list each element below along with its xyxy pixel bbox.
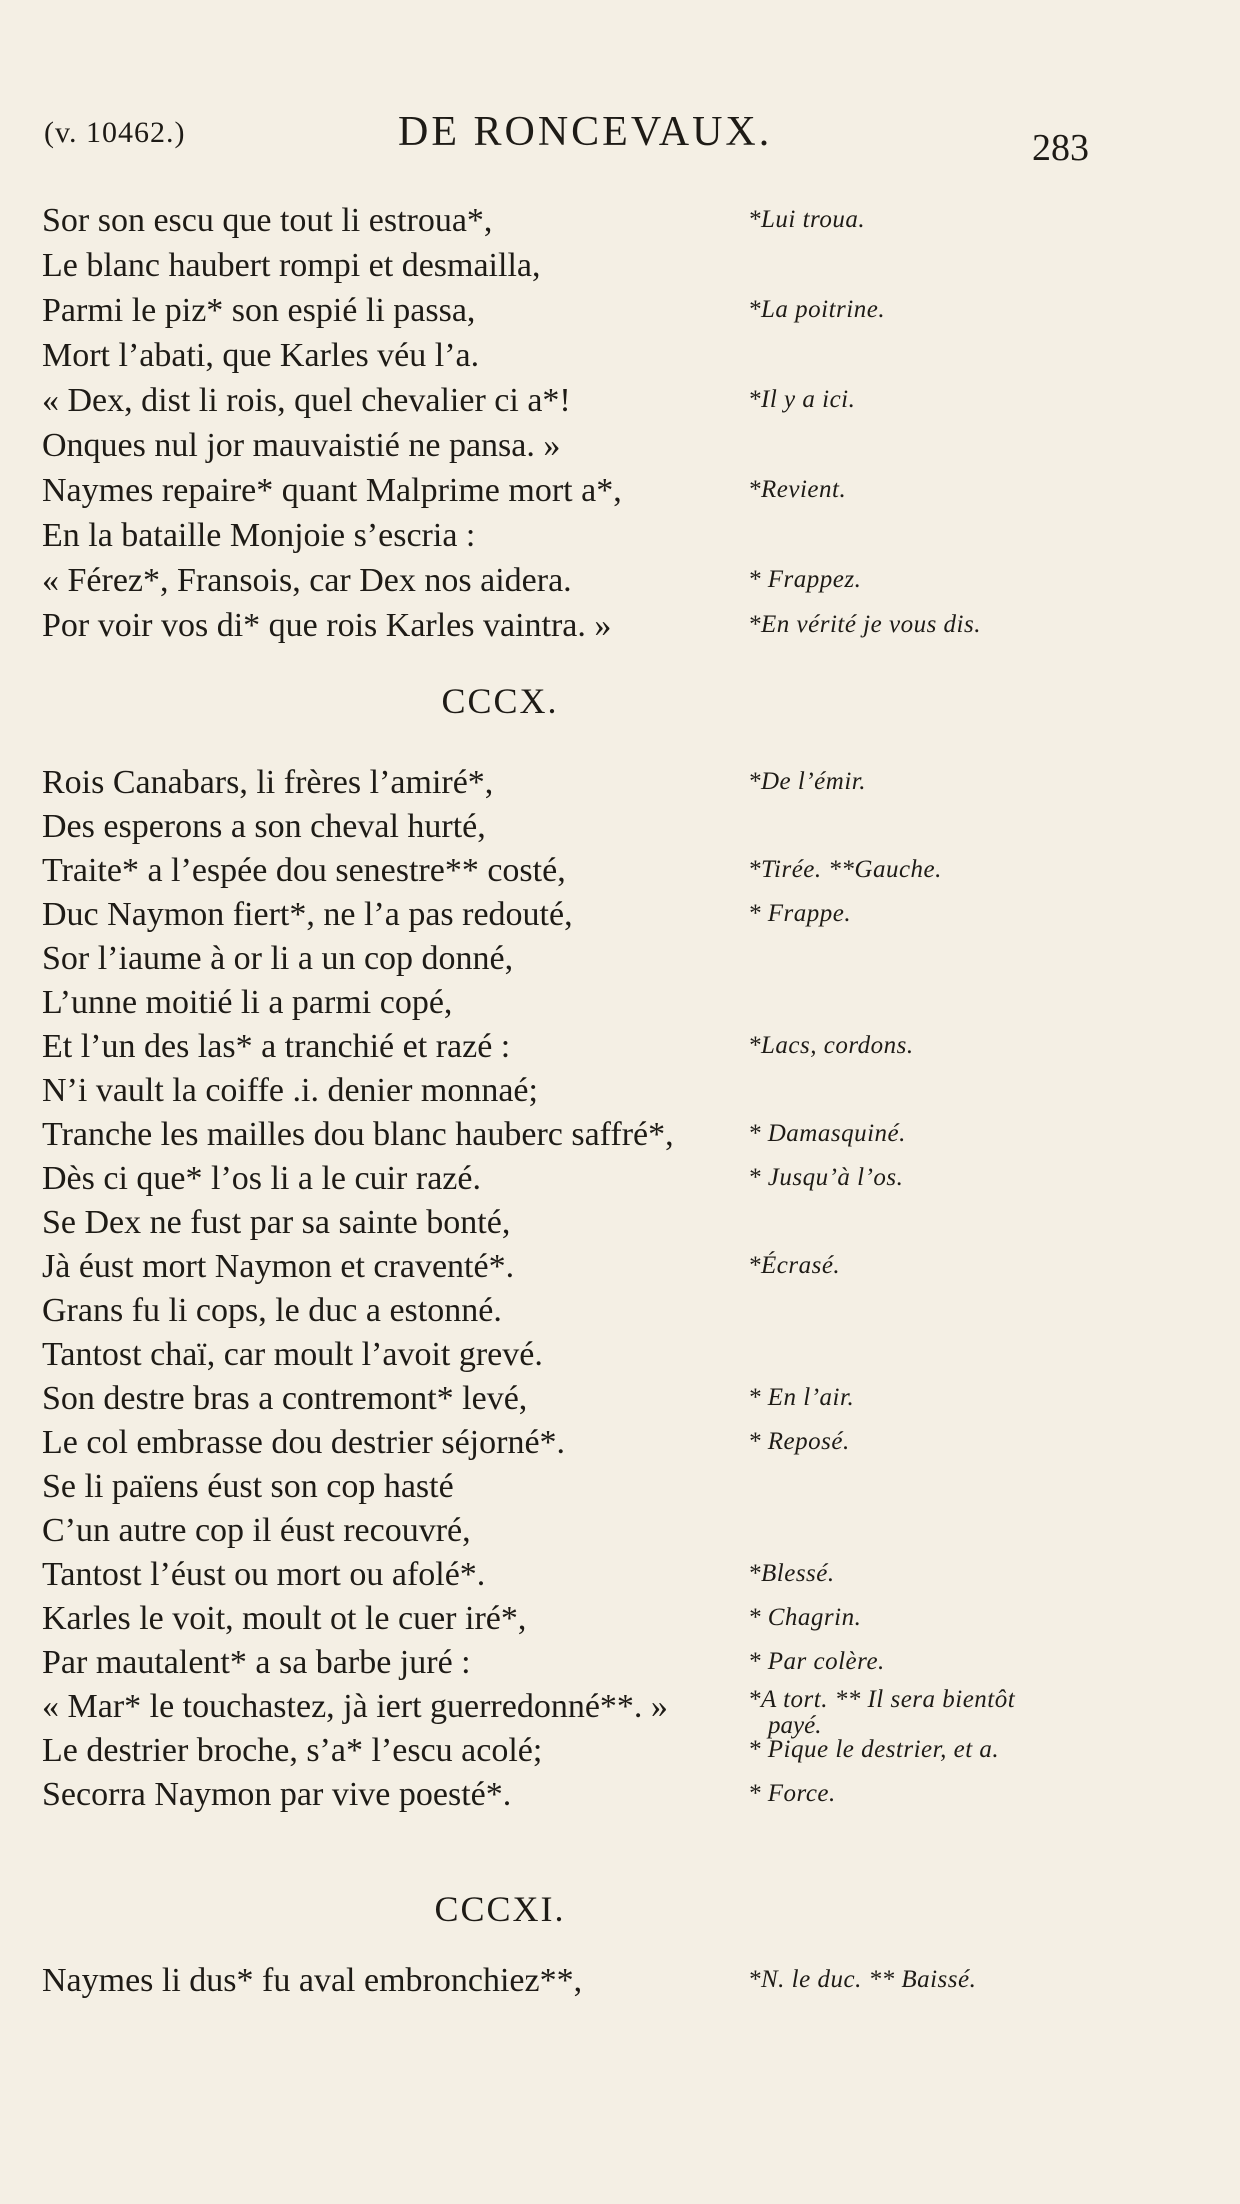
verse-line [0, 1158, 1240, 1204]
verse-line [0, 894, 1240, 940]
running-header [0, 108, 1240, 168]
verse-text: Le destrier broche, s’a* l’escu acolé; [42, 1732, 543, 1769]
gloss-note: * Damasquiné. [748, 1120, 906, 1147]
verse-line [0, 1598, 1240, 1644]
verse-line [0, 1554, 1240, 1600]
verse-line [0, 605, 1240, 651]
verse-text: Son destre bras a contremont* levé, [42, 1380, 528, 1417]
stanza-heading: CCCX. [441, 681, 559, 721]
verse-line [0, 1202, 1240, 1248]
gloss-note: * Pique le destrier, et a. [748, 1736, 1000, 1763]
running-title: DE RONCEVAUX. [398, 109, 773, 155]
gloss-note: *A tort. ** Il sera bientôt [748, 1686, 1016, 1713]
verse-text: « Férez*, Fransois, car Dex nos aidera. [42, 562, 572, 599]
gloss-note-continuation: payé. [768, 1712, 822, 1739]
verse-text: Le col embrasse dou destrier séjorné*. [42, 1424, 566, 1461]
gloss-note: *Lacs, cordons. [748, 1032, 914, 1059]
verse-text: Sor l’iaume à or li a un cop donné, [42, 940, 514, 977]
verse-text: Naymes li dus* fu aval embronchiez**, [42, 1962, 583, 1999]
verse-text: Sor son escu que tout li estroua*, [42, 202, 493, 239]
gloss-note: *Lui troua. [748, 206, 866, 233]
verse-text: C’un autre cop il éust recouvré, [42, 1512, 471, 1549]
verse-text: Mort l’abati, que Karles véu l’a. [42, 337, 480, 374]
verse-text: Tantost l’éust ou mort ou afolé*. [42, 1556, 486, 1593]
verse-text: Grans fu li cops, le duc a estonné. [42, 1292, 502, 1329]
verse-text: Tantost chaï, car moult l’avoit grevé. [42, 1336, 543, 1373]
verse-text: Par mautalent* a sa barbe juré : [42, 1644, 471, 1681]
verse-line [0, 290, 1240, 336]
gloss-note: *En vérité je vous dis. [748, 611, 981, 638]
verse-line [0, 200, 1240, 246]
verse-line [0, 560, 1240, 606]
gloss-note: * Chagrin. [748, 1604, 862, 1631]
verse-line [0, 1960, 1240, 2006]
gloss-note: *Blessé. [748, 1560, 835, 1587]
verse-line [0, 806, 1240, 852]
gloss-note: *La poitrine. [748, 296, 886, 323]
verse-line [0, 1466, 1240, 1512]
verse-line [0, 938, 1240, 984]
verse-line [0, 982, 1240, 1028]
verse-line [0, 425, 1240, 471]
verse-line [0, 470, 1240, 516]
verse-line [0, 1070, 1240, 1116]
stanza-heading: CCCXI. [434, 1889, 566, 1929]
verse-line [0, 380, 1240, 426]
verse-text: Onques nul jor mauvaistié ne pansa. » [42, 427, 561, 464]
verse-line [0, 515, 1240, 561]
gloss-note: * Reposé. [748, 1428, 850, 1455]
verse-text: Et l’un des las* a tranchié et razé : [42, 1028, 511, 1065]
verse-text: Le blanc haubert rompi et desmailla, [42, 247, 541, 284]
verse-line [0, 335, 1240, 381]
verse-line [0, 1378, 1240, 1424]
verse-line [0, 1114, 1240, 1160]
verse-text: Des esperons a son cheval hurté, [42, 808, 486, 845]
verse-text: Karles le voit, moult ot le cuer iré*, [42, 1600, 527, 1637]
verse-reference: (v. 10462.) [44, 116, 186, 149]
gloss-note: *Tirée. **Gauche. [748, 856, 942, 883]
verse-text: Secorra Naymon par vive poesté*. [42, 1776, 512, 1813]
verse-text: Se li païens éust son cop hasté [42, 1468, 454, 1505]
gloss-note: * Frappez. [748, 566, 862, 593]
verse-line [0, 762, 1240, 808]
verse-line [0, 1290, 1240, 1336]
verse-line [0, 245, 1240, 291]
gloss-note: * Jusqu’à l’os. [748, 1164, 904, 1191]
verse-text: Naymes repaire* quant Malprime mort a*, [42, 472, 622, 509]
verse-text: L’unne moitié li a parmi copé, [42, 984, 453, 1021]
verse-line [0, 1026, 1240, 1072]
verse-line [0, 1730, 1240, 1776]
gloss-note: *Revient. [748, 476, 847, 503]
verse-text: Rois Canabars, li frères l’amiré*, [42, 764, 494, 801]
verse-line [0, 1774, 1240, 1820]
verse-text: Duc Naymon fiert*, ne l’a pas redouté, [42, 896, 573, 933]
gloss-note: *N. le duc. ** Baissé. [748, 1966, 977, 1993]
gloss-note: * Par colère. [748, 1648, 885, 1675]
gloss-note: *Il y a ici. [748, 386, 856, 413]
verse-text: Por voir vos di* que rois Karles vaintra. » [42, 607, 612, 644]
verse-text: Tranche les mailles dou blanc hauberc saffré*, [42, 1116, 674, 1153]
verse-text: « Dex, dist li rois, quel chevalier ci a*! [42, 382, 571, 419]
gloss-note: * Force. [748, 1780, 836, 1807]
gloss-note: * Frappe. [748, 900, 852, 927]
verse-text: N’i vault la coiffe .i. denier monnaé; [42, 1072, 538, 1109]
verse-line [0, 1422, 1240, 1468]
verse-text: Dès ci que* l’os li a le cuir razé. [42, 1160, 481, 1197]
verse-line [0, 1642, 1240, 1688]
verse-line [0, 850, 1240, 896]
gloss-note: *Écrasé. [748, 1252, 841, 1279]
verse-text: « Mar* le touchastez, jà iert guerredonné**. » [42, 1688, 668, 1725]
verse-text: En la bataille Monjoie s’escria : [42, 517, 476, 554]
verse-line [0, 1246, 1240, 1292]
verse-line [0, 1510, 1240, 1556]
gloss-note: *De l’émir. [748, 768, 866, 795]
verse-line [0, 1334, 1240, 1380]
page-number: 283 [1032, 127, 1089, 169]
verse-text: Traite* a l’espée dou senestre** costé, [42, 852, 566, 889]
gloss-note: * En l’air. [748, 1384, 855, 1411]
verse-text: Se Dex ne fust par sa sainte bonté, [42, 1204, 511, 1241]
verse-text: Parmi le piz* son espié li passa, [42, 292, 476, 329]
verse-text: Jà éust mort Naymon et craventé*. [42, 1248, 515, 1285]
